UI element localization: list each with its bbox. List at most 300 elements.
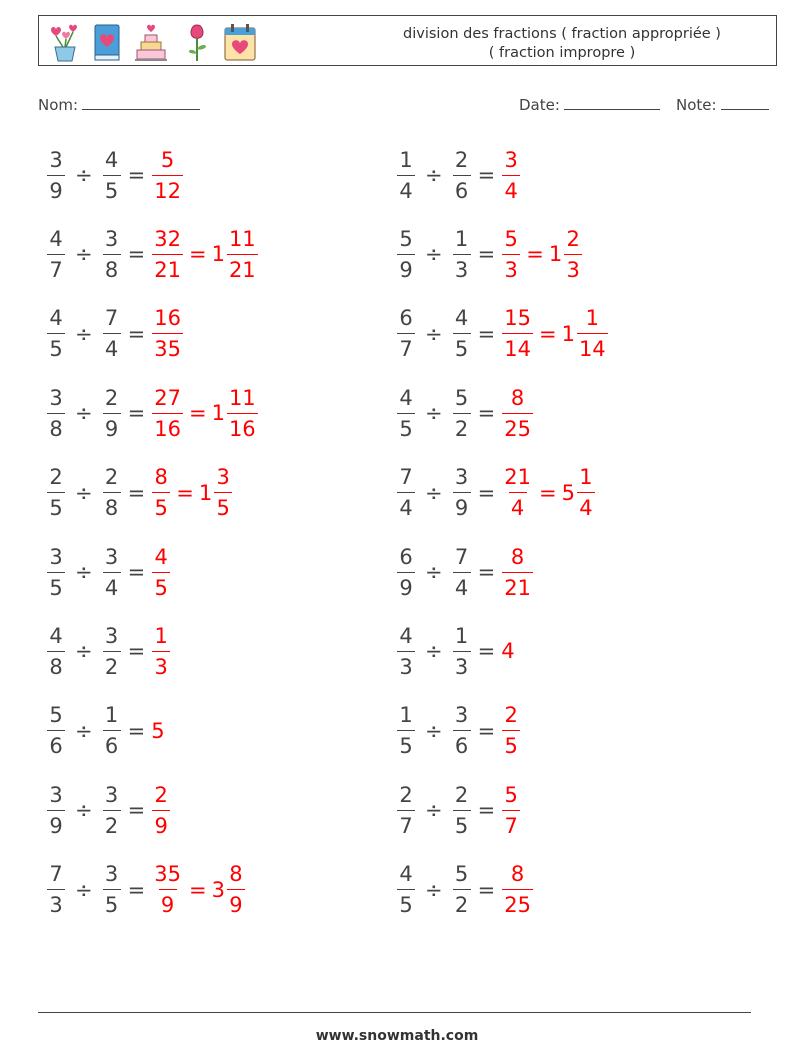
name-blank[interactable] [82, 94, 200, 110]
divisor-denominator: 2 [103, 651, 121, 680]
mixed-numerator: 2 [566, 226, 580, 251]
dividend-denominator: 4 [397, 492, 415, 521]
answer-improper-fraction [502, 702, 520, 759]
mixed-numerator: 3 [216, 465, 230, 490]
answer-improper-denominator: 3 [152, 651, 170, 680]
divisor-denominator: 5 [453, 333, 471, 362]
date-label: Date: [519, 96, 560, 114]
answer-equals-sign: = [188, 242, 207, 267]
answer-improper-fraction [152, 226, 183, 283]
dividend-fraction [47, 385, 65, 442]
equals-sign: = [127, 321, 146, 346]
divisor-denominator: 4 [103, 572, 121, 601]
divisor-denominator: 5 [453, 810, 471, 839]
divisor-fraction [103, 544, 121, 601]
problem-item [396, 303, 609, 365]
answer-improper-numerator: 1 [154, 623, 168, 648]
equals-sign: = [477, 560, 496, 584]
dividend-denominator: 5 [397, 730, 415, 759]
dividend-fraction [47, 782, 65, 839]
divisor-denominator: 3 [453, 651, 471, 680]
dividend-denominator: 9 [397, 254, 415, 283]
divide-sign: ÷ [425, 718, 443, 743]
divide-sign: ÷ [425, 480, 443, 505]
answer-improper-numerator: 5 [504, 226, 518, 251]
footer-url: www.snowmath.com [315, 1028, 479, 1044]
dividend-denominator: 9 [397, 572, 415, 601]
answer-whole-number: 4 [501, 639, 515, 664]
answer-improper-numerator: 21 [504, 465, 531, 490]
mixed-fraction-part [577, 464, 595, 521]
answer-equals-sign: = [188, 401, 207, 426]
answer [151, 385, 258, 442]
answer-improper-denominator: 9 [152, 810, 170, 839]
mixed-numerator: 11 [228, 226, 256, 251]
divide-sign: ÷ [75, 639, 93, 664]
equals-sign: = [477, 718, 496, 743]
divisor-fraction [103, 702, 121, 759]
divide-sign: ÷ [425, 321, 443, 346]
answer [151, 623, 171, 680]
answer-improper-numerator: 35 [154, 862, 181, 887]
dividend-fraction [397, 544, 415, 601]
problem-item [396, 144, 521, 206]
answer [501, 702, 521, 759]
answer-improper-denominator: 5 [152, 572, 170, 601]
dividend-denominator: 9 [47, 810, 65, 839]
dividend-numerator: 7 [399, 465, 413, 490]
dividend-denominator: 3 [47, 889, 65, 918]
divide-sign: ÷ [75, 401, 93, 426]
note-label: Note: [676, 96, 717, 114]
divisor-denominator: 5 [103, 175, 121, 204]
divisor-fraction [453, 226, 471, 283]
dividend-fraction [47, 544, 65, 601]
answer-improper-fraction [502, 782, 520, 839]
divide-sign: ÷ [75, 321, 93, 346]
divisor-numerator: 3 [104, 226, 119, 251]
divisor-numerator: 1 [454, 623, 469, 648]
mixed-whole-part: 1 [198, 480, 213, 505]
dividend-denominator: 5 [397, 413, 415, 442]
divisor-fraction [103, 861, 121, 918]
mixed-whole-part: 1 [561, 321, 575, 346]
answer-improper-numerator: 8 [510, 862, 525, 887]
dividend-denominator: 6 [47, 730, 65, 759]
answer-improper-numerator: 3 [504, 147, 518, 172]
dividend-denominator: 3 [397, 651, 415, 680]
problem-item [46, 620, 171, 682]
divisor-numerator: 1 [104, 703, 119, 728]
answer [151, 226, 258, 283]
answer-improper-fraction [152, 385, 183, 442]
dividend-numerator: 4 [49, 306, 63, 331]
answer [151, 544, 171, 601]
dividend-denominator: 5 [47, 333, 65, 362]
answer [151, 305, 184, 362]
dividend-fraction [47, 464, 65, 521]
answer-equals-sign: = [538, 321, 557, 346]
problem-item [46, 859, 246, 921]
rose-icon [179, 21, 215, 63]
mixed-whole-part: 1 [548, 242, 563, 267]
divisor-denominator: 8 [103, 492, 121, 521]
answer [501, 861, 534, 918]
divide-sign: ÷ [425, 798, 443, 823]
answer-improper-numerator: 8 [154, 465, 168, 490]
answer-improper-fraction [152, 782, 170, 839]
footer-divider [38, 1012, 751, 1013]
divisor-fraction [453, 464, 471, 521]
divisor-numerator: 5 [454, 385, 469, 410]
dividend-denominator: 8 [47, 413, 65, 442]
dividend-numerator: 4 [49, 226, 63, 251]
mixed-fraction-part [227, 385, 258, 442]
divisor-fraction [103, 385, 121, 442]
dividend-denominator: 7 [397, 810, 415, 839]
dividend-numerator: 6 [399, 306, 413, 331]
title-line-2: ( fraction impropre ) [488, 45, 636, 61]
answer-improper-numerator: 8 [510, 385, 525, 410]
answer-improper-fraction [152, 861, 183, 918]
divisor-denominator: 5 [103, 889, 121, 918]
divisor-numerator: 4 [454, 306, 469, 331]
answer-improper-denominator: 21 [502, 572, 533, 601]
divisor-numerator: 3 [104, 544, 119, 569]
mixed-numerator: 1 [585, 306, 599, 331]
divisor-numerator: 5 [454, 862, 469, 887]
dividend-numerator: 6 [399, 544, 413, 569]
answer-improper-denominator: 9 [159, 889, 177, 918]
answer-improper-numerator: 2 [154, 782, 168, 807]
dividend-numerator: 2 [49, 465, 63, 490]
problem-item [46, 779, 171, 841]
problem-item [396, 620, 515, 682]
equals-sign: = [477, 242, 496, 267]
divisor-numerator: 3 [104, 862, 119, 887]
divisor-fraction [103, 305, 121, 362]
divisor-denominator: 6 [453, 730, 471, 759]
mixed-numerator: 8 [229, 862, 243, 887]
divide-sign: ÷ [425, 163, 443, 187]
divide-sign: ÷ [75, 877, 93, 902]
dividend-fraction [397, 147, 415, 204]
dividend-fraction [47, 147, 65, 204]
equals-sign: = [127, 798, 146, 823]
answer [501, 226, 583, 283]
answer [151, 147, 184, 204]
worksheet-header [38, 15, 777, 66]
equals-sign: = [127, 163, 146, 187]
equals-sign: = [477, 877, 496, 902]
divisor-fraction [453, 147, 471, 204]
answer-improper-denominator: 7 [502, 810, 520, 839]
divisor-denominator: 6 [103, 730, 121, 759]
answer-improper-fraction [502, 226, 520, 283]
equals-sign: = [127, 877, 146, 902]
mixed-whole-part: 5 [561, 480, 575, 505]
answer-improper-denominator: 16 [152, 413, 183, 442]
date-field [519, 94, 660, 114]
mixed-denominator: 9 [227, 889, 245, 918]
equals-sign: = [127, 639, 146, 664]
divisor-fraction [103, 782, 121, 839]
dividend-numerator: 4 [399, 623, 413, 648]
equals-sign: = [477, 480, 496, 505]
divisor-denominator: 9 [103, 413, 121, 442]
dividend-numerator: 2 [399, 782, 413, 807]
problem-item [46, 303, 184, 365]
answer-improper-numerator: 5 [504, 782, 518, 807]
answer-improper-numerator: 8 [510, 544, 525, 569]
worksheet-title [362, 25, 762, 63]
name-field [38, 94, 200, 114]
heart-cake-icon [133, 21, 169, 63]
divisor-numerator: 2 [454, 147, 469, 172]
answer-improper-numerator: 4 [154, 544, 168, 569]
dividend-numerator: 3 [49, 782, 63, 807]
dividend-denominator: 8 [47, 651, 65, 680]
heart-book-icon [89, 21, 125, 63]
answer-improper-fraction [152, 544, 170, 601]
divide-sign: ÷ [425, 242, 443, 267]
divide-sign: ÷ [75, 560, 93, 584]
divisor-fraction [453, 623, 471, 680]
divisor-numerator: 3 [454, 465, 469, 490]
answer-improper-denominator: 35 [152, 333, 183, 362]
equals-sign: = [127, 401, 146, 426]
answer-improper-numerator: 16 [154, 306, 181, 331]
answer-improper-fraction [152, 147, 183, 204]
answer [501, 639, 514, 663]
dividend-numerator: 4 [49, 623, 63, 648]
divisor-denominator: 4 [103, 333, 121, 362]
dividend-denominator: 4 [397, 175, 415, 204]
mixed-denominator: 5 [214, 492, 232, 521]
problem-item [46, 223, 259, 285]
problem-item [396, 462, 596, 524]
dividend-numerator: 4 [399, 385, 413, 410]
divisor-numerator: 1 [454, 226, 469, 251]
dividend-numerator: 1 [399, 147, 413, 172]
answer-improper-numerator: 2 [504, 703, 518, 728]
dividend-numerator: 5 [399, 226, 413, 251]
mixed-denominator: 16 [227, 413, 258, 442]
answer-equals-sign: = [538, 480, 557, 505]
problem-item [396, 779, 521, 841]
divisor-fraction [103, 147, 121, 204]
divide-sign: ÷ [425, 560, 443, 584]
dividend-fraction [397, 226, 415, 283]
divisor-denominator: 2 [453, 889, 471, 918]
mixed-whole-part: 3 [211, 877, 225, 902]
answer-improper-fraction [502, 385, 533, 442]
problem-item [46, 144, 184, 206]
problem-item [46, 462, 233, 524]
dividend-numerator: 7 [49, 862, 63, 887]
answer [151, 782, 171, 839]
answer [151, 719, 164, 743]
mixed-fraction-part [214, 464, 232, 521]
equals-sign: = [477, 163, 496, 187]
mixed-fraction-part [577, 305, 608, 362]
divisor-denominator: 9 [453, 492, 471, 521]
answer [151, 464, 233, 521]
note-field [676, 94, 769, 114]
mixed-fraction-part [227, 861, 245, 918]
dividend-fraction [47, 623, 65, 680]
heart-flower-pot-icon [47, 21, 83, 63]
answer-improper-denominator: 21 [152, 254, 183, 283]
dividend-denominator: 9 [47, 175, 65, 204]
answer [501, 305, 608, 362]
answer-improper-numerator: 15 [504, 306, 531, 331]
problem-item [46, 700, 165, 762]
dividend-numerator: 3 [49, 385, 63, 410]
divisor-numerator: 3 [104, 782, 119, 807]
answer-improper-denominator: 4 [509, 492, 527, 521]
divisor-numerator: 7 [104, 306, 119, 331]
divide-sign: ÷ [425, 401, 443, 426]
dividend-fraction [47, 702, 65, 759]
name-label: Nom: [38, 96, 79, 114]
dividend-denominator: 5 [397, 889, 415, 918]
answer [501, 464, 596, 521]
dividend-fraction [397, 861, 415, 918]
mixed-denominator: 21 [227, 254, 258, 283]
dividend-numerator: 3 [49, 147, 63, 172]
equals-sign: = [127, 718, 146, 743]
problem-item [396, 382, 534, 444]
divide-sign: ÷ [75, 798, 93, 823]
dividend-fraction [47, 305, 65, 362]
dividend-fraction [397, 702, 415, 759]
heart-calendar-icon [222, 21, 258, 63]
dividend-fraction [47, 861, 65, 918]
equals-sign: = [477, 639, 496, 664]
equals-sign: = [127, 242, 146, 267]
divide-sign: ÷ [75, 163, 93, 187]
divisor-denominator: 2 [103, 810, 121, 839]
dividend-numerator: 5 [49, 703, 63, 728]
divisor-denominator: 8 [103, 254, 121, 283]
dividend-denominator: 5 [47, 492, 65, 521]
answer-improper-fraction [152, 623, 170, 680]
mixed-denominator: 3 [564, 254, 582, 283]
date-blank[interactable] [564, 94, 660, 110]
dividend-fraction [47, 226, 65, 283]
divisor-denominator: 3 [453, 254, 471, 283]
answer-improper-denominator: 5 [502, 730, 520, 759]
answer [501, 782, 521, 839]
divisor-denominator: 2 [453, 413, 471, 442]
divisor-numerator: 2 [104, 465, 119, 490]
divisor-fraction [453, 782, 471, 839]
divisor-numerator: 2 [104, 385, 119, 410]
answer [501, 544, 534, 601]
dividend-fraction [397, 385, 415, 442]
equals-sign: = [127, 560, 146, 584]
answer-equals-sign: = [526, 242, 544, 267]
equals-sign: = [477, 798, 496, 823]
answer-improper-numerator: 5 [160, 147, 175, 172]
problem-item [46, 541, 171, 603]
answer-equals-sign: = [176, 480, 194, 505]
answer-improper-denominator: 14 [502, 333, 533, 362]
divisor-numerator: 4 [104, 147, 119, 172]
answer [501, 385, 534, 442]
mixed-denominator: 14 [577, 333, 608, 362]
equals-sign: = [127, 480, 146, 505]
problem-item [396, 700, 521, 762]
divisor-fraction [453, 305, 471, 362]
divide-sign: ÷ [425, 877, 443, 902]
dividend-denominator: 7 [47, 254, 65, 283]
answer-improper-fraction [502, 305, 533, 362]
answer-improper-denominator: 12 [152, 175, 183, 204]
divide-sign: ÷ [75, 242, 93, 267]
divisor-numerator: 3 [454, 703, 469, 728]
mixed-whole-part: 1 [211, 242, 225, 267]
divisor-numerator: 7 [454, 544, 469, 569]
dividend-numerator: 1 [399, 703, 413, 728]
problem-item [396, 223, 583, 285]
equals-sign: = [477, 401, 496, 426]
dividend-numerator: 4 [399, 862, 413, 887]
divisor-fraction [453, 385, 471, 442]
divisor-fraction [453, 861, 471, 918]
answer [501, 147, 521, 204]
dividend-fraction [397, 305, 415, 362]
divisor-numerator: 3 [104, 623, 119, 648]
answer-improper-fraction [152, 464, 170, 521]
divisor-fraction [453, 702, 471, 759]
dividend-fraction [397, 464, 415, 521]
answer-improper-fraction [502, 861, 533, 918]
divisor-fraction [103, 623, 121, 680]
divisor-denominator: 6 [453, 175, 471, 204]
mixed-numerator: 11 [228, 385, 256, 410]
answer-improper-fraction [502, 544, 533, 601]
answer-improper-denominator: 4 [502, 175, 520, 204]
answer-improper-fraction [152, 305, 183, 362]
divisor-fraction [103, 464, 121, 521]
divisor-denominator: 4 [453, 572, 471, 601]
divide-sign: ÷ [75, 480, 93, 505]
dividend-denominator: 7 [397, 333, 415, 362]
answer-improper-denominator: 5 [152, 492, 170, 521]
dividend-numerator: 3 [49, 544, 63, 569]
note-blank[interactable] [721, 94, 769, 110]
answer-improper-fraction [502, 147, 520, 204]
mixed-numerator: 1 [579, 465, 593, 490]
answer-improper-denominator: 3 [502, 254, 520, 283]
answer [151, 861, 246, 918]
dividend-fraction [397, 623, 415, 680]
mixed-denominator: 4 [577, 492, 595, 521]
problem-item [396, 859, 534, 921]
divide-sign: ÷ [425, 639, 443, 664]
answer-improper-denominator: 25 [502, 889, 533, 918]
equals-sign: = [477, 321, 496, 346]
answer-improper-numerator: 27 [154, 385, 181, 410]
divisor-fraction [453, 544, 471, 601]
divisor-fraction [103, 226, 121, 283]
answer-equals-sign: = [188, 877, 207, 902]
answer-improper-denominator: 25 [502, 413, 533, 442]
answer-whole-number: 5 [151, 718, 165, 743]
mixed-whole-part: 1 [211, 401, 225, 426]
